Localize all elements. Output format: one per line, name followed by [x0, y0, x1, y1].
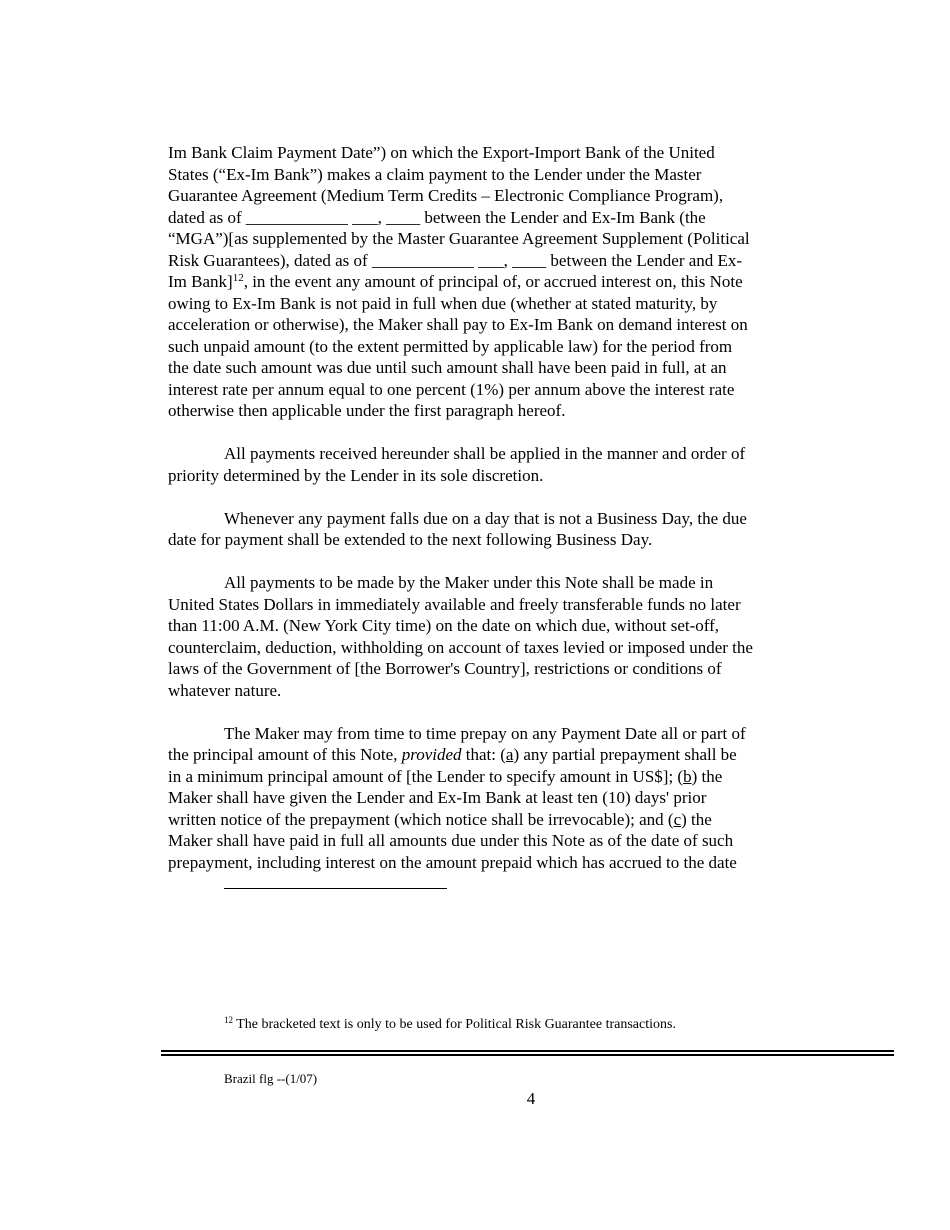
text-fragment: ) the [681, 809, 712, 829]
text-fragment: in a minimum principal amount of [the Lender to specify amount in US$]; ( [168, 766, 684, 786]
text-line: dated as of ____________ ___, ____ between the Lender and Ex-Im Bank (the [168, 207, 706, 227]
text-line: acceleration or otherwise), the Maker shall pay to Ex-Im Bank on demand interest on [168, 315, 748, 334]
text-line: United States Dollars in immediately available and freely transferable funds no later [168, 594, 741, 614]
text-line: The Maker may from time to time prepay on any Payment Date all or part of [224, 723, 746, 743]
text-line: owing to Ex-Im Bank is not paid in full when due (whether at stated maturity, by [168, 293, 718, 313]
text-line: “MGA”)[as supplemented by the Master Guarantee Agreement Supplement (Political [168, 229, 750, 248]
paragraph-default-interest [168, 142, 818, 422]
text-fragment: that: ( [461, 745, 506, 764]
text-line: interest rate per annum equal to one percent (1%) per annum above the interest rate [168, 379, 735, 399]
text-line: Maker shall have given the Lender and Ex-Im Bank at least ten (10) days' prior [168, 788, 707, 807]
text-fragment: written notice of the prepayment (which notice shall be irrevocable); and ( [168, 809, 674, 829]
body-text [168, 142, 818, 895]
text-line: All payments received hereunder shall be applied in the manner and order of [224, 444, 746, 463]
text-line: prepayment, including interest on the amount prepaid which has accrued to the date [168, 852, 737, 872]
text-line: otherwise then applicable under the first paragraph hereof. [168, 401, 566, 420]
text-line [168, 809, 818, 831]
page-number: 4 [526, 1089, 536, 1108]
paragraph-prepayment [168, 723, 818, 874]
text-line: than 11:00 A.M. (New York City time) on the date on which due, without set-off, [168, 616, 720, 635]
text-fragment: ) the [691, 766, 723, 786]
text-fragment: Im Bank] [168, 272, 233, 291]
text-line: States (“Ex-Im Bank”) makes a claim payment to the Lender under the Master [168, 164, 702, 184]
text-line: Risk Guarantees), dated as of ____________ ___, ____ between the Lender and Ex- [168, 250, 743, 270]
text-fragment: , in the event any amount of principal of, or accrued interest on, this Note [243, 272, 743, 291]
footnote [224, 1016, 676, 1034]
text-line: Im Bank Claim Payment Date”) on which the Export-Import Bank of the United [168, 143, 715, 162]
text-line: priority determined by the Lender in its sole discretion. [168, 465, 544, 485]
clause-marker-c: c [673, 809, 682, 829]
text-fragment: the principal amount of this Note, [168, 745, 402, 764]
text-line: whatever nature. [168, 680, 282, 700]
paragraph-business-day [168, 508, 818, 551]
text-line: All payments to be made by the Maker under this Note shall be made in [224, 573, 714, 592]
footer-double-rule [161, 1050, 894, 1056]
text-line [168, 744, 818, 766]
document-id: Brazil flg --(1/07) [224, 1071, 318, 1086]
text-line: laws of the Government of [the Borrower's Country], restrictions or conditions of [168, 659, 722, 678]
text-line: date for payment shall be extended to the next following Business Day. [168, 530, 653, 549]
paragraph-application-of-payments [168, 443, 818, 486]
text-line [168, 271, 818, 293]
footnote-marker: 12 [224, 1015, 233, 1025]
footnote-reference: 12 [232, 272, 244, 284]
clause-marker-a: a [505, 745, 514, 764]
footnote-separator [224, 888, 447, 889]
text-line: counterclaim, deduction, withholding on account of taxes levied or imposed under the [168, 637, 753, 657]
text-line: such unpaid amount (to the extent permitted by applicable law) for the period from [168, 336, 733, 356]
text-line: the date such amount was due until such amount shall have been paid in full, at an [168, 358, 727, 377]
text-line: Maker shall have paid in full all amounts due under this Note as of the date of such [168, 831, 734, 850]
footnote-text: The bracketed text is only to be used for Political Risk Guarantee transactions. [233, 1017, 676, 1032]
text-line: Whenever any payment falls due on a day that is not a Business Day, the due [224, 508, 747, 528]
italic-provided: provided [401, 745, 462, 764]
text-line [168, 766, 818, 788]
text-fragment: ) any partial prepayment shall be [513, 745, 737, 764]
clause-marker-b: b [683, 766, 692, 786]
paragraph-payment-currency [168, 572, 818, 701]
text-line: Guarantee Agreement (Medium Term Credits – Electronic Compliance Program), [168, 186, 724, 205]
